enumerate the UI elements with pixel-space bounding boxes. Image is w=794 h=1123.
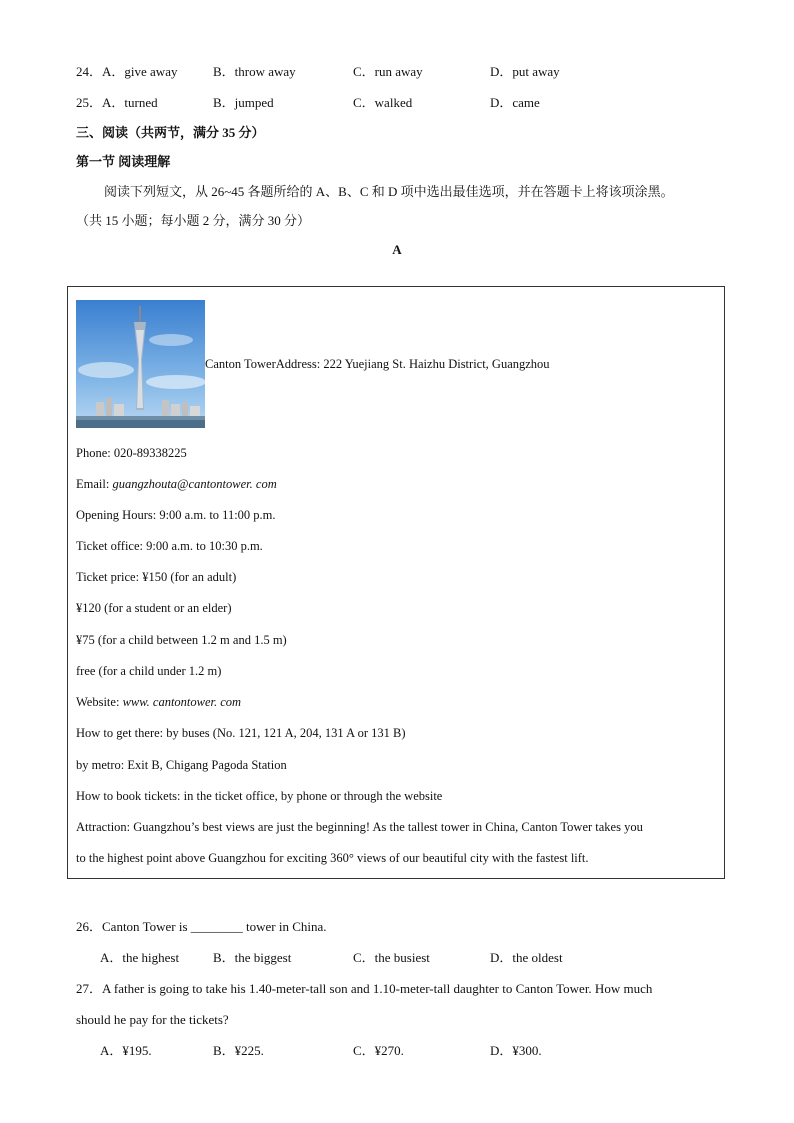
ticket-price-child: ¥75 (for a child between 1.2 m and 1.5 m) [76, 633, 287, 647]
q24-option-a[interactable]: 24．A．give away [76, 64, 178, 79]
passage-box [67, 286, 725, 879]
phone-line: Phone: 020-89338225 [76, 446, 187, 460]
opening-hours: Opening Hours: 9:00 a.m. to 11:00 p.m. [76, 508, 276, 522]
email-line: Email: guangzhouta@cantontower. com [76, 477, 277, 491]
section-heading: 三、阅读（共两节，满分 35 分） [76, 125, 265, 140]
q26-option-c[interactable]: C．the busiest [353, 950, 430, 965]
question-27-options [100, 1040, 734, 1062]
passage-label: A [392, 242, 402, 257]
attraction-line-2: to the highest point above Guangzhou for exciting 360° views of our beautiful city with the fastest lift. [76, 851, 589, 865]
canton-tower-photo [76, 300, 205, 428]
q27-option-a[interactable]: A．¥195. [100, 1043, 152, 1058]
q24-option-d[interactable]: D．put away [490, 64, 560, 79]
metro-directions: by metro: Exit B, Chigang Pagoda Station [76, 758, 287, 772]
q24-option-b[interactable]: B．throw away [213, 64, 296, 79]
q25-option-d[interactable]: D．came [490, 95, 540, 110]
q24-option-c[interactable]: C．run away [353, 64, 423, 79]
q27-option-c[interactable]: C．¥270. [353, 1043, 404, 1058]
q27-option-d[interactable]: D．¥300. [490, 1043, 542, 1058]
email-link[interactable]: guangzhouta@cantontower. com [112, 477, 277, 491]
instructions-line-1: 阅读下列短文，从 26~45 各题所给的 A、B、C 和 D 项中选出最佳选项，并在答题卡上将该项涂黑。 [104, 184, 674, 199]
website-line: Website: www. cantontower. com [76, 695, 242, 709]
ticket-office-hours: Ticket office: 9:00 a.m. to 10:30 p.m. [76, 539, 263, 553]
question-25 [76, 92, 734, 114]
question-26-stem: 26．Canton Tower is ________ tower in China. [76, 919, 327, 934]
booking-info: How to book tickets: in the ticket office, by phone or through the website [76, 789, 443, 803]
ticket-price-student: ¥120 (for a student or an elder) [76, 601, 232, 615]
ticket-price-adult: Ticket price: ¥150 (for an adult) [76, 570, 237, 584]
tower-address: Canton TowerAddress: 222 Yuejiang St. Haizhu District, Guangzhou [205, 357, 550, 371]
q27-option-b[interactable]: B．¥225. [213, 1043, 264, 1058]
q25-option-c[interactable]: C．walked [353, 95, 413, 110]
question-27-stem-line-1: 27．A father is going to take his 1.40-meter-tall son and 1.10-meter-tall daughter to Canton Tower. How much [76, 981, 653, 996]
question-24 [76, 61, 734, 83]
q26-option-a[interactable]: A．the highest [100, 950, 180, 965]
q25-option-b[interactable]: B．jumped [213, 95, 274, 110]
bus-directions: How to get there: by buses (No. 121, 121 A, 204, 131 A or 131 B) [76, 726, 406, 740]
subsection-heading: 第一节 阅读理解 [76, 154, 171, 169]
q26-option-d[interactable]: D．the oldest [490, 950, 563, 965]
question-27-stem-line-2: should he pay for the tickets? [76, 1012, 229, 1027]
website-link[interactable]: www. cantontower. com [122, 695, 242, 709]
ticket-price-free: free (for a child under 1.2 m) [76, 664, 222, 678]
q25-option-a[interactable]: 25．A．turned [76, 95, 158, 110]
instructions-line-2: （共 15 小题；每小题 2 分，满分 30 分） [76, 213, 311, 228]
q26-option-b[interactable]: B．the biggest [213, 950, 292, 965]
question-26-options [100, 947, 734, 969]
attraction-line-1: Attraction: Guangzhou’s best views are just the beginning! As the tallest tower in China, Canton Tower takes you [76, 820, 643, 834]
